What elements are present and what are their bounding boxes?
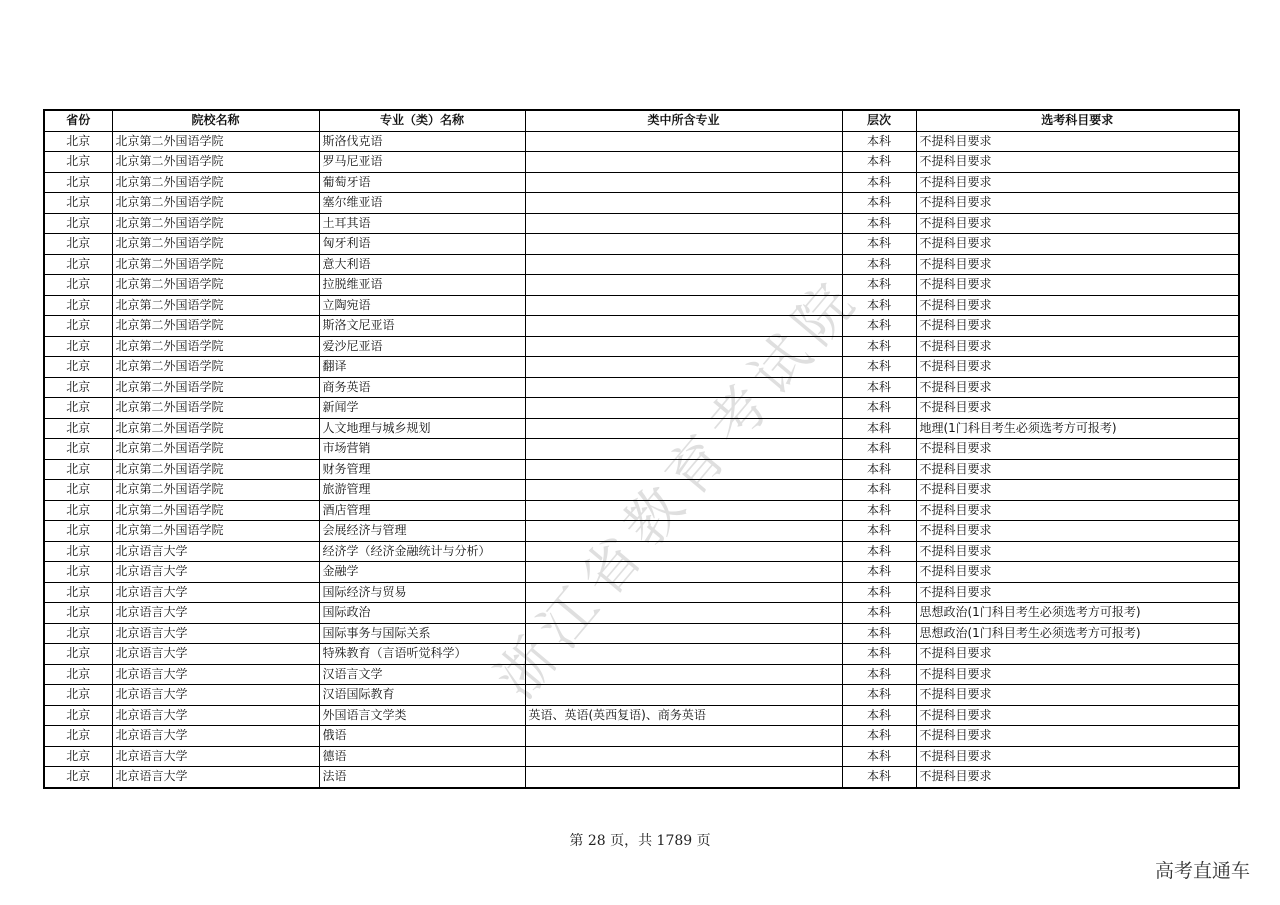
cell-contained-majors bbox=[525, 377, 842, 398]
table-row bbox=[44, 398, 1239, 419]
cell-school: 北京第二外国语学院 bbox=[112, 131, 319, 152]
cell-level: 本科 bbox=[842, 562, 916, 583]
cell-school: 北京语言大学 bbox=[112, 664, 319, 685]
table-row bbox=[44, 603, 1239, 624]
cell-contained-majors bbox=[525, 213, 842, 234]
cell-school: 北京第二外国语学院 bbox=[112, 152, 319, 173]
cell-level: 本科 bbox=[842, 439, 916, 460]
cell-school: 北京语言大学 bbox=[112, 685, 319, 706]
cell-contained-majors bbox=[525, 480, 842, 501]
cell-province: 北京 bbox=[44, 541, 112, 562]
cell-major: 外国语言文学类 bbox=[319, 705, 525, 726]
header-province: 省份 bbox=[44, 110, 112, 131]
cell-subject-requirement: 不提科目要求 bbox=[916, 275, 1239, 296]
cell-contained-majors bbox=[525, 172, 842, 193]
cell-major: 斯洛文尼亚语 bbox=[319, 316, 525, 337]
cell-subject-requirement: 不提科目要求 bbox=[916, 336, 1239, 357]
page-number: 第 28 页，共 1789 页 bbox=[569, 833, 711, 849]
table-row bbox=[44, 746, 1239, 767]
cell-subject-requirement: 不提科目要求 bbox=[916, 562, 1239, 583]
cell-province: 北京 bbox=[44, 377, 112, 398]
cell-school: 北京第二外国语学院 bbox=[112, 172, 319, 193]
cell-contained-majors bbox=[525, 316, 842, 337]
cell-subject-requirement: 不提科目要求 bbox=[916, 644, 1239, 665]
cell-contained-majors bbox=[525, 418, 842, 439]
cell-contained-majors bbox=[525, 746, 842, 767]
header-contained-majors: 类中所含专业 bbox=[525, 110, 842, 131]
cell-contained-majors bbox=[525, 234, 842, 255]
table-row bbox=[44, 726, 1239, 747]
cell-contained-majors bbox=[525, 336, 842, 357]
cell-province: 北京 bbox=[44, 500, 112, 521]
cell-major: 旅游管理 bbox=[319, 480, 525, 501]
cell-level: 本科 bbox=[842, 644, 916, 665]
cell-school: 北京语言大学 bbox=[112, 582, 319, 603]
cell-school: 北京第二外国语学院 bbox=[112, 275, 319, 296]
cell-province: 北京 bbox=[44, 562, 112, 583]
cell-province: 北京 bbox=[44, 152, 112, 173]
cell-major: 意大利语 bbox=[319, 254, 525, 275]
cell-subject-requirement: 不提科目要求 bbox=[916, 746, 1239, 767]
table-header-row bbox=[44, 110, 1239, 131]
cell-province: 北京 bbox=[44, 459, 112, 480]
cell-level: 本科 bbox=[842, 664, 916, 685]
cell-contained-majors bbox=[525, 459, 842, 480]
cell-school: 北京第二外国语学院 bbox=[112, 398, 319, 419]
watermark: 浙江省教育考试院 bbox=[483, 264, 874, 712]
table-row bbox=[44, 213, 1239, 234]
cell-school: 北京第二外国语学院 bbox=[112, 439, 319, 460]
cell-province: 北京 bbox=[44, 418, 112, 439]
cell-subject-requirement: 不提科目要求 bbox=[916, 541, 1239, 562]
cell-level: 本科 bbox=[842, 623, 916, 644]
table-row bbox=[44, 521, 1239, 542]
cell-subject-requirement: 不提科目要求 bbox=[916, 521, 1239, 542]
header-school: 院校名称 bbox=[112, 110, 319, 131]
cell-major: 国际事务与国际关系 bbox=[319, 623, 525, 644]
table-row bbox=[44, 193, 1239, 214]
table-row bbox=[44, 295, 1239, 316]
cell-level: 本科 bbox=[842, 131, 916, 152]
cell-major: 俄语 bbox=[319, 726, 525, 747]
table-body bbox=[44, 131, 1239, 788]
cell-level: 本科 bbox=[842, 398, 916, 419]
cell-province: 北京 bbox=[44, 480, 112, 501]
cell-subject-requirement: 不提科目要求 bbox=[916, 377, 1239, 398]
cell-subject-requirement: 不提科目要求 bbox=[916, 767, 1239, 788]
cell-school: 北京第二外国语学院 bbox=[112, 500, 319, 521]
cell-subject-requirement: 不提科目要求 bbox=[916, 131, 1239, 152]
cell-subject-requirement: 不提科目要求 bbox=[916, 316, 1239, 337]
cell-major: 酒店管理 bbox=[319, 500, 525, 521]
table-row bbox=[44, 644, 1239, 665]
cell-level: 本科 bbox=[842, 193, 916, 214]
table-row bbox=[44, 336, 1239, 357]
cell-contained-majors bbox=[525, 541, 842, 562]
cell-subject-requirement: 思想政治(1门科目考生必须选考方可报考) bbox=[916, 603, 1239, 624]
cell-province: 北京 bbox=[44, 603, 112, 624]
cell-province: 北京 bbox=[44, 193, 112, 214]
cell-province: 北京 bbox=[44, 316, 112, 337]
cell-level: 本科 bbox=[842, 295, 916, 316]
cell-level: 本科 bbox=[842, 336, 916, 357]
cell-subject-requirement: 不提科目要求 bbox=[916, 398, 1239, 419]
table-row bbox=[44, 767, 1239, 788]
cell-contained-majors bbox=[525, 767, 842, 788]
cell-contained-majors bbox=[525, 357, 842, 378]
table-row bbox=[44, 541, 1239, 562]
cell-level: 本科 bbox=[842, 459, 916, 480]
cell-school: 北京语言大学 bbox=[112, 726, 319, 747]
table-row bbox=[44, 418, 1239, 439]
cell-major: 市场营销 bbox=[319, 439, 525, 460]
cell-subject-requirement: 不提科目要求 bbox=[916, 357, 1239, 378]
cell-subject-requirement: 地理(1门科目考生必须选考方可报考) bbox=[916, 418, 1239, 439]
cell-major: 汉语国际教育 bbox=[319, 685, 525, 706]
cell-contained-majors bbox=[525, 398, 842, 419]
table-row bbox=[44, 152, 1239, 173]
cell-level: 本科 bbox=[842, 275, 916, 296]
cell-contained-majors bbox=[525, 193, 842, 214]
table-row bbox=[44, 500, 1239, 521]
cell-contained-majors bbox=[525, 644, 842, 665]
table-row bbox=[44, 705, 1239, 726]
header-subject-requirement: 选考科目要求 bbox=[916, 110, 1239, 131]
cell-major: 财务管理 bbox=[319, 459, 525, 480]
cell-contained-majors bbox=[525, 685, 842, 706]
cell-contained-majors bbox=[525, 254, 842, 275]
cell-major: 会展经济与管理 bbox=[319, 521, 525, 542]
cell-subject-requirement: 不提科目要求 bbox=[916, 295, 1239, 316]
cell-subject-requirement: 不提科目要求 bbox=[916, 582, 1239, 603]
cell-school: 北京语言大学 bbox=[112, 767, 319, 788]
cell-contained-majors bbox=[525, 275, 842, 296]
cell-major: 斯洛伐克语 bbox=[319, 131, 525, 152]
table-row bbox=[44, 685, 1239, 706]
cell-school: 北京语言大学 bbox=[112, 541, 319, 562]
cell-school: 北京第二外国语学院 bbox=[112, 480, 319, 501]
cell-province: 北京 bbox=[44, 213, 112, 234]
cell-major: 法语 bbox=[319, 767, 525, 788]
header-level: 层次 bbox=[842, 110, 916, 131]
cell-level: 本科 bbox=[842, 541, 916, 562]
table-row bbox=[44, 377, 1239, 398]
cell-school: 北京语言大学 bbox=[112, 705, 319, 726]
cell-major: 特殊教育（言语听觉科学） bbox=[319, 644, 525, 665]
cell-school: 北京语言大学 bbox=[112, 746, 319, 767]
subject-requirements-table bbox=[43, 109, 1240, 789]
cell-contained-majors bbox=[525, 500, 842, 521]
table-row bbox=[44, 459, 1239, 480]
cell-major: 汉语言文学 bbox=[319, 664, 525, 685]
cell-major: 翻译 bbox=[319, 357, 525, 378]
cell-level: 本科 bbox=[842, 418, 916, 439]
cell-province: 北京 bbox=[44, 767, 112, 788]
cell-school: 北京第二外国语学院 bbox=[112, 377, 319, 398]
cell-school: 北京语言大学 bbox=[112, 562, 319, 583]
table-row bbox=[44, 234, 1239, 255]
cell-level: 本科 bbox=[842, 500, 916, 521]
table-row bbox=[44, 562, 1239, 583]
cell-level: 本科 bbox=[842, 234, 916, 255]
cell-subject-requirement: 不提科目要求 bbox=[916, 254, 1239, 275]
cell-subject-requirement: 不提科目要求 bbox=[916, 439, 1239, 460]
cell-school: 北京第二外国语学院 bbox=[112, 234, 319, 255]
cell-subject-requirement: 不提科目要求 bbox=[916, 213, 1239, 234]
cell-major: 金融学 bbox=[319, 562, 525, 583]
cell-province: 北京 bbox=[44, 521, 112, 542]
cell-school: 北京第二外国语学院 bbox=[112, 418, 319, 439]
cell-level: 本科 bbox=[842, 316, 916, 337]
cell-subject-requirement: 不提科目要求 bbox=[916, 685, 1239, 706]
table-row bbox=[44, 254, 1239, 275]
cell-province: 北京 bbox=[44, 664, 112, 685]
cell-major: 新闻学 bbox=[319, 398, 525, 419]
cell-contained-majors bbox=[525, 521, 842, 542]
table-row bbox=[44, 131, 1239, 152]
cell-contained-majors bbox=[525, 131, 842, 152]
cell-subject-requirement: 不提科目要求 bbox=[916, 480, 1239, 501]
cell-major: 立陶宛语 bbox=[319, 295, 525, 316]
cell-subject-requirement: 不提科目要求 bbox=[916, 459, 1239, 480]
cell-subject-requirement: 不提科目要求 bbox=[916, 172, 1239, 193]
cell-level: 本科 bbox=[842, 213, 916, 234]
table-row bbox=[44, 172, 1239, 193]
cell-level: 本科 bbox=[842, 152, 916, 173]
cell-level: 本科 bbox=[842, 521, 916, 542]
cell-contained-majors bbox=[525, 439, 842, 460]
table-row bbox=[44, 480, 1239, 501]
cell-level: 本科 bbox=[842, 377, 916, 398]
cell-level: 本科 bbox=[842, 254, 916, 275]
cell-province: 北京 bbox=[44, 439, 112, 460]
cell-province: 北京 bbox=[44, 644, 112, 665]
header-major: 专业（类）名称 bbox=[319, 110, 525, 131]
cell-province: 北京 bbox=[44, 582, 112, 603]
cell-province: 北京 bbox=[44, 746, 112, 767]
cell-level: 本科 bbox=[842, 480, 916, 501]
cell-province: 北京 bbox=[44, 254, 112, 275]
cell-province: 北京 bbox=[44, 275, 112, 296]
brand-logo-text: 高考直通车 bbox=[1154, 860, 1250, 882]
table-row bbox=[44, 316, 1239, 337]
cell-school: 北京第二外国语学院 bbox=[112, 316, 319, 337]
cell-province: 北京 bbox=[44, 398, 112, 419]
cell-subject-requirement: 不提科目要求 bbox=[916, 726, 1239, 747]
cell-school: 北京第二外国语学院 bbox=[112, 336, 319, 357]
cell-school: 北京第二外国语学院 bbox=[112, 295, 319, 316]
cell-province: 北京 bbox=[44, 295, 112, 316]
cell-province: 北京 bbox=[44, 726, 112, 747]
cell-province: 北京 bbox=[44, 705, 112, 726]
cell-school: 北京语言大学 bbox=[112, 623, 319, 644]
table-row bbox=[44, 582, 1239, 603]
cell-school: 北京第二外国语学院 bbox=[112, 193, 319, 214]
cell-level: 本科 bbox=[842, 685, 916, 706]
cell-contained-majors bbox=[525, 623, 842, 644]
cell-province: 北京 bbox=[44, 685, 112, 706]
cell-province: 北京 bbox=[44, 357, 112, 378]
cell-province: 北京 bbox=[44, 234, 112, 255]
table-row bbox=[44, 439, 1239, 460]
cell-contained-majors bbox=[525, 152, 842, 173]
table-row bbox=[44, 623, 1239, 644]
cell-contained-majors bbox=[525, 562, 842, 583]
cell-major: 拉脱维亚语 bbox=[319, 275, 525, 296]
cell-province: 北京 bbox=[44, 172, 112, 193]
cell-subject-requirement: 思想政治(1门科目考生必须选考方可报考) bbox=[916, 623, 1239, 644]
cell-major: 土耳其语 bbox=[319, 213, 525, 234]
cell-province: 北京 bbox=[44, 623, 112, 644]
cell-major: 德语 bbox=[319, 746, 525, 767]
cell-level: 本科 bbox=[842, 705, 916, 726]
cell-subject-requirement: 不提科目要求 bbox=[916, 705, 1239, 726]
cell-school: 北京第二外国语学院 bbox=[112, 521, 319, 542]
cell-contained-majors bbox=[525, 726, 842, 747]
cell-school: 北京第二外国语学院 bbox=[112, 459, 319, 480]
cell-subject-requirement: 不提科目要求 bbox=[916, 193, 1239, 214]
cell-level: 本科 bbox=[842, 357, 916, 378]
cell-major: 商务英语 bbox=[319, 377, 525, 398]
table-row bbox=[44, 664, 1239, 685]
cell-school: 北京第二外国语学院 bbox=[112, 254, 319, 275]
cell-major: 葡萄牙语 bbox=[319, 172, 525, 193]
cell-subject-requirement: 不提科目要求 bbox=[916, 234, 1239, 255]
cell-subject-requirement: 不提科目要求 bbox=[916, 500, 1239, 521]
cell-major: 国际经济与贸易 bbox=[319, 582, 525, 603]
cell-major: 塞尔维亚语 bbox=[319, 193, 525, 214]
cell-major: 匈牙利语 bbox=[319, 234, 525, 255]
cell-level: 本科 bbox=[842, 603, 916, 624]
cell-province: 北京 bbox=[44, 131, 112, 152]
cell-contained-majors bbox=[525, 664, 842, 685]
cell-major: 爱沙尼亚语 bbox=[319, 336, 525, 357]
cell-school: 北京语言大学 bbox=[112, 603, 319, 624]
table-row bbox=[44, 357, 1239, 378]
cell-school: 北京语言大学 bbox=[112, 644, 319, 665]
cell-major: 国际政治 bbox=[319, 603, 525, 624]
cell-subject-requirement: 不提科目要求 bbox=[916, 152, 1239, 173]
cell-contained-majors bbox=[525, 295, 842, 316]
cell-level: 本科 bbox=[842, 767, 916, 788]
cell-subject-requirement: 不提科目要求 bbox=[916, 664, 1239, 685]
cell-contained-majors bbox=[525, 582, 842, 603]
cell-major: 人文地理与城乡规划 bbox=[319, 418, 525, 439]
cell-contained-majors bbox=[525, 603, 842, 624]
cell-major: 罗马尼亚语 bbox=[319, 152, 525, 173]
cell-province: 北京 bbox=[44, 336, 112, 357]
cell-contained-majors: 英语、英语(英西复语)、商务英语 bbox=[525, 705, 842, 726]
cell-level: 本科 bbox=[842, 746, 916, 767]
table-row bbox=[44, 275, 1239, 296]
cell-level: 本科 bbox=[842, 172, 916, 193]
cell-level: 本科 bbox=[842, 726, 916, 747]
cell-major: 经济学（经济金融统计与分析） bbox=[319, 541, 525, 562]
cell-school: 北京第二外国语学院 bbox=[112, 357, 319, 378]
cell-school: 北京第二外国语学院 bbox=[112, 213, 319, 234]
cell-level: 本科 bbox=[842, 582, 916, 603]
